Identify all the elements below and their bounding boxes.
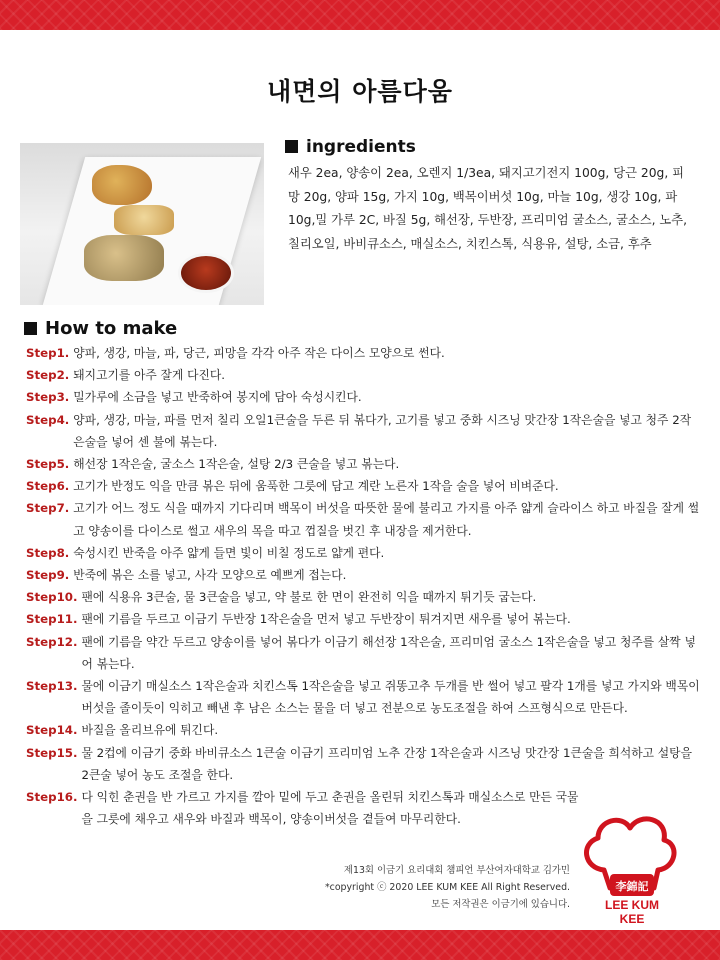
how-to-make-heading-label: How to make: [45, 318, 178, 339]
step-item: [26, 564, 700, 586]
food-spring-roll: [114, 205, 174, 235]
step-item: [26, 475, 700, 497]
food-garnish: [92, 165, 152, 205]
sauce-bowl: [178, 253, 234, 293]
step-text: 물에 이금기 매실소스 1작은술과 치킨스톡 1작은술을 넣고 쥐똥고추 두개를 반 썰어 넣고 팔각 1개를 넣고 가지와 백목이 버섯을 졸이듯이 익히고 빼낸 후 남은 소스는 물을 더 넣고 전분으로 농도조절을 하여 스프형식으로 만든다.: [81, 679, 700, 716]
step-text: 팬에 기름을 약간 두르고 양송이를 넣어 볶다가 이금기 해선장 1작은술, 프리미엄 굴소스 1작은술을 넣고 청주를 살짝 넣어 볶는다.: [81, 634, 696, 671]
step-item: [26, 409, 700, 453]
footer-author: 제13회 이금기 요리대회 챔피언 부산여자대학교 김가민: [343, 865, 570, 876]
step-item: [26, 497, 700, 541]
step-item: [26, 742, 700, 786]
ingredients-heading-label: ingredients: [306, 137, 416, 157]
step-item: [26, 386, 700, 408]
step-item: [26, 608, 700, 630]
step-text: 양파, 생강, 마늘, 파를 먼저 칠리 오일1큰술을 두른 뒤 볶다가, 고기를 넣고 중화 시즈닝 맛간장 1작은술을 넣고 청주 2작은술을 넣어 센 불에 볶는다.: [73, 412, 692, 449]
how-to-make-heading: [24, 318, 177, 339]
step-label: Step6.: [26, 479, 70, 494]
step-label: Step10.: [26, 590, 78, 605]
top-decorative-band: [0, 0, 720, 30]
step-label: Step2.: [26, 368, 70, 383]
step-item: [26, 675, 700, 719]
steps-list: [26, 342, 700, 830]
footer-rights: 모든 저작권은 이금기에 있습니다.: [431, 899, 570, 910]
step-text: 돼지고기를 아주 잘게 다진다.: [73, 368, 226, 383]
step-text: 밀가루에 소금을 넣고 반죽하여 봉지에 담아 숙성시킨다.: [73, 390, 362, 405]
step-label: Step3.: [26, 390, 70, 405]
footer-copyright: *copyright ⓒ 2020 LEE KUM KEE All Right Reserved.: [324, 882, 570, 893]
square-bullet-icon: [285, 140, 298, 153]
step-text: 팬에 식용유 3큰술, 물 3큰술을 넣고, 약 불로 한 면이 완전히 익을 때까지 튀기듯 굽는다.: [81, 590, 537, 605]
step-text: 고기가 어느 정도 식을 때까지 기다리며 백목이 버섯을 따뜻한 물에 불리고 가지를 아주 얇게 슬라이스 하고 바질을 잘게 썰고 양송이를 다이스로 썰고 새우의 목을 따고 껍질을 벗긴 후 내장을 제거한다.: [73, 501, 700, 538]
dish-photo: [20, 143, 264, 305]
step-text: 숙성시킨 반죽을 아주 얇게 들면 빛이 비칠 정도로 얇게 편다.: [73, 545, 385, 560]
footer-credits: [325, 862, 570, 913]
step-item: [26, 364, 700, 386]
recipe-title: 내면의 아름다움: [267, 77, 453, 106]
step-label: Step11.: [26, 612, 78, 627]
step-label: Step13.: [26, 679, 78, 694]
step-text: 다 익힌 춘권을 반 가르고 가지를 깔아 밑에 두고 춘권을 올린뒤 치킨스톡과 매실소스로 만든 국물을 그릇에 채우고 새우와 바질과 백목이, 양송이버섯을 곁들여 마무리한다.: [81, 790, 579, 827]
ingredients-heading: [285, 137, 416, 157]
step-text: 팬에 기름을 두르고 이금기 두반장 1작은술을 먼저 넣고 두반장이 튀겨지면 새우를 넣어 볶는다.: [81, 612, 571, 627]
step-item: [26, 631, 700, 675]
step-item: [26, 586, 700, 608]
logo-chinese-text: 李錦記: [615, 880, 649, 893]
step-label: Step16.: [26, 790, 78, 805]
step-label: Step4.: [26, 412, 70, 427]
logo-wordmark: LEE KUM KEE: [605, 898, 659, 926]
step-text: 고기가 반정도 익을 만큼 볶은 뒤에 움푹한 그릇에 담고 계란 노른자 1작을 술을 넣어 비벼준다.: [73, 479, 559, 494]
step-label: Step7.: [26, 501, 70, 516]
ingredients-list: 새우 2ea, 양송이 2ea, 오렌지 1/3ea, 돼지고기전지 100g, 당근 20g, 피망 20g, 양파 15g, 가지 10g, 백목이버섯 10g, 마늘 10g, 생강 10g, 파 10g,밀 가루 2C, 바질 5g, 해선장, 두반장, 프리미엄 굴소스, 굴소스, 노추, 칠리오일, 바비큐소스, 매실소스, 치킨스톡, 식용유, 설탕, 소금, 후추: [288, 166, 688, 251]
square-bullet-icon: [24, 322, 37, 335]
step-label: Step12.: [26, 634, 78, 649]
step-item: [26, 453, 700, 475]
step-text: 물 2컵에 이금기 중화 바비큐소스 1큰술 이금기 프리미엄 노추 간장 1작은술과 시즈닝 맛간장 1큰술을 희석하고 설탕을 2큰술 넣어 농도 조절을 한다.: [81, 745, 692, 782]
bottom-decorative-band: [0, 930, 720, 960]
step-item: [26, 542, 700, 564]
step-label: Step14.: [26, 723, 78, 738]
step-label: Step5.: [26, 457, 70, 472]
step-label: Step15.: [26, 745, 78, 760]
step-label: Step8.: [26, 545, 70, 560]
step-item: [26, 342, 700, 364]
food-filling: [84, 235, 164, 281]
step-text: 반죽에 볶은 소를 넣고, 사각 모양으로 예쁘게 접는다.: [73, 568, 347, 583]
step-label: Step1.: [26, 346, 70, 360]
step-text: 양파, 생강, 마늘, 파, 당근, 피망을 각각 아주 작은 다이스 모양으로 썬다.: [73, 346, 445, 360]
step-text: 바질을 올리브유에 튀긴다.: [81, 723, 219, 738]
step-text: 해선장 1작은술, 굴소스 1작은술, 설탕 2/3 큰술을 넣고 볶는다.: [73, 457, 400, 472]
step-item: [26, 719, 700, 741]
step-label: Step9.: [26, 568, 70, 583]
